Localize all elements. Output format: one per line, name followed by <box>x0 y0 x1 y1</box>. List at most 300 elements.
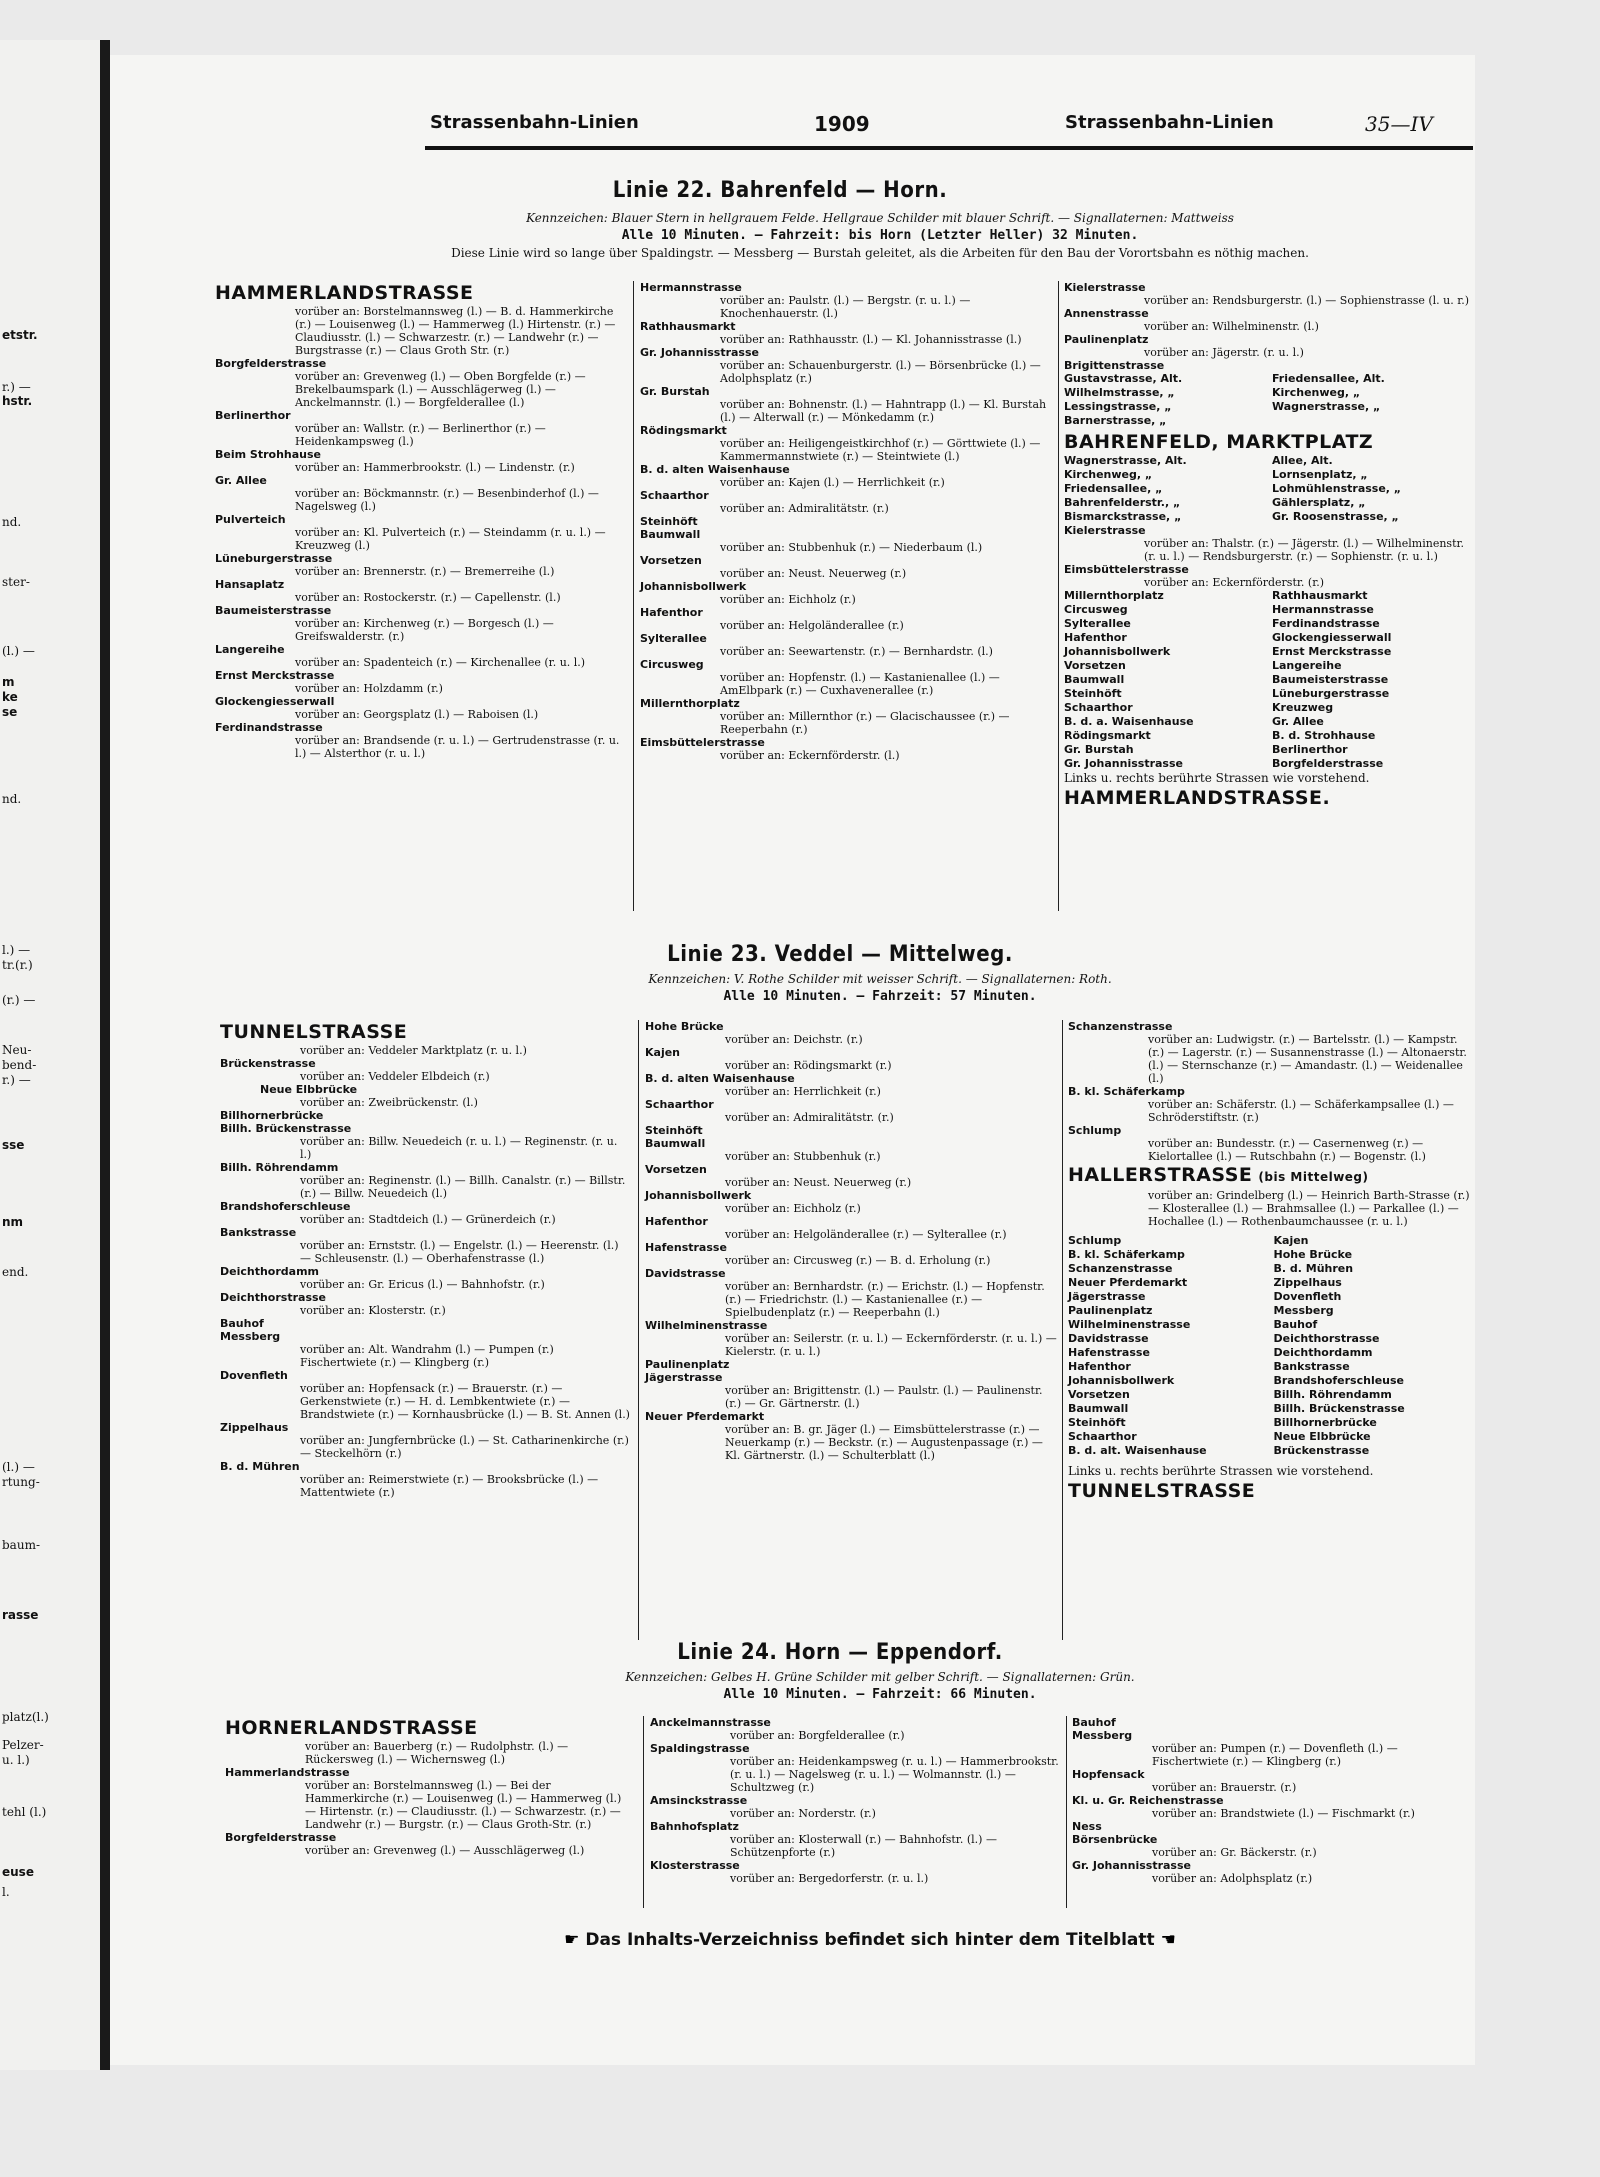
grid-stop: Hafenstrasse <box>1068 1346 1150 1359</box>
grid-stop: Schaarthor <box>1068 1430 1137 1443</box>
grid-stop: Ferdinandstrasse <box>1272 617 1380 630</box>
grid-stop: Baumeisterstrasse <box>1272 673 1389 686</box>
adjacent-page-strip <box>0 40 100 2070</box>
passing-streets: vorüber an: Reimerstwiete (r.) — Brooksbrücke (l.) — Mattentwiete (r.) <box>300 1473 599 1499</box>
linie22-end: HAMMERLANDSTRASSE. <box>1064 787 1331 809</box>
stop-name: Bankstrasse <box>220 1226 297 1239</box>
header-rule <box>425 146 1473 150</box>
adjacent-page-fragment: l.) — <box>2 943 31 957</box>
stop-name: Hammerlandstrasse <box>225 1766 350 1779</box>
passing-streets: vorüber an: Borgfelderallee (r.) <box>730 1729 905 1742</box>
linie23-takt: Alle 10 Minuten. — Fahrzeit: 57 Minuten. <box>723 989 1037 1004</box>
grid-stop: Friedensallee, Alt. <box>1272 372 1385 385</box>
passing-streets: vorüber an: Borstelmannsweg (l.) — B. d. Hammerkirche (r.) — Louisenweg (l.) — Hammerweg (l.) Hirtenstr. (r.) — Claudiusstr. (l.) — Schwarzestr. (r.) — Landwehr (r.) — Burgstrasse (r.) — Claus Groth Str. (r.) <box>295 305 616 357</box>
grid-stop: Paulinenplatz <box>1068 1304 1153 1317</box>
stop-name: Eimsbüttelerstrasse <box>640 736 765 749</box>
grid-stop: B. d. Strohhause <box>1272 729 1376 742</box>
grid-stop: Bahrenfelderstr., „ <box>1064 496 1181 509</box>
passing-streets: vorüber an: Brandsende (r. u. l.) — Gertrudenstrasse (r. u. l.) — Alsterthor (r. u. l.) <box>295 734 620 760</box>
linie24-title: Linie 24. Horn — Eppendorf. <box>677 1640 1003 1665</box>
stop-name: Davidstrasse <box>645 1267 726 1280</box>
passing-streets: vorüber an: Helgoländerallee (r.) <box>720 619 904 632</box>
running-header <box>430 108 1475 138</box>
grid-stops <box>1068 1234 1473 1458</box>
footer-text: Das Inhalts-Verzeichniss befindet sich hinter dem Titelblatt <box>585 1930 1155 1950</box>
passing-streets: vorüber an: Eckernförderstr. (l.) <box>720 749 900 762</box>
grid-stop: Circusweg <box>1064 603 1128 616</box>
grid-stop: Hohe Brücke <box>1273 1248 1353 1261</box>
grid-stop: Jägerstrasse <box>1068 1290 1146 1303</box>
stop-name: Paulinenplatz <box>1064 333 1149 346</box>
stop-name: Amsinckstrasse <box>650 1794 748 1807</box>
column-divider <box>643 1716 644 1908</box>
stop-name: Billh. Röhrendamm <box>220 1161 339 1174</box>
linie22-col1 <box>215 281 625 760</box>
stop-name: Hermannstrasse <box>640 281 742 294</box>
grid-stop: Kajen <box>1273 1234 1309 1247</box>
stop-name: Baumwall <box>645 1137 706 1150</box>
passing-streets: vorüber an: Veddeler Elbdeich (r.) <box>300 1070 490 1083</box>
grid-stop: Lessingstrasse, „ <box>1064 400 1172 413</box>
grid-stop: Kirchenweg, „ <box>1064 468 1153 481</box>
adjacent-page-fragment: Neu- <box>2 1043 32 1057</box>
binding-gutter <box>100 40 110 2070</box>
passing-streets: vorüber an: Seilerstr. (r. u. l.) — Eckernförderstr. (r. u. l.) — Kielerstr. (r. u. l.) <box>725 1332 1057 1358</box>
passing-streets: vorüber an: Hopfenstr. (l.) — Kastanienallee (l.) — AmElbpark (r.) — Cuxhavenerallee (r.) <box>720 671 1000 697</box>
passing-streets: vorüber an: Ernststr. (l.) — Engelstr. (l.) — Heerenstr. (l.) — Schleusenstr. (l.) — Oberhafenstrasse (l.) <box>300 1239 619 1265</box>
grid-stop: Gr. Roosenstrasse, „ <box>1272 510 1399 523</box>
passing-streets: vorüber an: B. gr. Jäger (l.) — Eimsbüttelerstrasse (r.) — Neuerkamp (r.) — Beckstr. (r.) — Augustenpassage (r.) — Kl. Gärtnerstr. (l.) — Schulterblatt (l.) <box>725 1423 1043 1462</box>
grid-stop: Bauhof <box>1273 1318 1318 1331</box>
linie24-takt: Alle 10 Minuten. — Fahrzeit: 66 Minuten. <box>723 1687 1037 1702</box>
adjacent-page-fragment: ke <box>2 690 18 704</box>
stop-name: Börsenbrücke <box>1072 1833 1158 1846</box>
passing-streets: vorüber an: Herrlichkeit (r.) <box>725 1085 881 1098</box>
passing-streets: vorüber an: Kl. Pulverteich (r.) — Steindamm (r. u. l.) — Kreuzweg (l.) <box>295 526 606 552</box>
grid-stop: Gählersplatz, „ <box>1272 496 1366 509</box>
passing-streets: vorüber an: Jungfernbrücke (l.) — St. Catharinenkirche (r.) — Steckelhörn (r.) <box>300 1434 629 1460</box>
stop-name: Schanzenstrasse <box>1068 1020 1173 1033</box>
stop-name: Ferdinandstrasse <box>215 721 323 734</box>
stop-name: Circusweg <box>640 658 704 671</box>
grid-stop <box>1272 414 1474 428</box>
grid-stop: Neue Elbbrücke <box>1273 1430 1371 1443</box>
passing-streets: vorüber an: Brennerstr. (r.) — Bremerreihe (l.) <box>295 565 555 578</box>
stop-name: Jägerstrasse <box>645 1371 723 1384</box>
linie24-kennzeichen: Kennzeichen: Gelbes H. Grüne Schilder mit gelber Schrift. — Signallaternen: Grün. <box>625 1670 1135 1684</box>
stop-name: Zippelhaus <box>220 1421 289 1434</box>
passing-streets: vorüber an: Grevenweg (l.) — Ausschlägerweg (l.) <box>305 1844 585 1857</box>
stop-name: Spaldingstrasse <box>650 1742 750 1755</box>
passing-streets: vorüber an: Seewartenstr. (r.) — Bernhardstr. (l.) <box>720 645 993 658</box>
stop-name: Johannisbollwerk <box>640 580 747 593</box>
grid-stop: B. d. alt. Waisenhause <box>1068 1444 1207 1457</box>
terminus-note: (bis Mittelweg) <box>1258 1170 1369 1184</box>
stop-name: Wilhelminenstrasse <box>645 1319 768 1332</box>
stop-name: Baumwall <box>640 528 701 541</box>
passing-streets: vorüber an: Borstelmannsweg (l.) — Bei der Hammerkirche (r.) — Louisenweg (l.) — Hammerweg (l.) — Hirtenstr. (r.) — Claudiusstr. (l.) — Schwarzestr. (r.) — Landwehr (r.) — Burgstr. (r.) — Claus Groth-Str. (r.) <box>305 1779 622 1831</box>
stop-name: Millernthorplatz <box>640 697 740 710</box>
grid-stop: Friedensallee, „ <box>1064 482 1163 495</box>
terminus-heading <box>220 1020 630 1044</box>
stop-name: Vorsetzen <box>640 554 702 567</box>
stop-name: Lüneburgerstrasse <box>215 552 333 565</box>
linie23-col2 <box>645 1020 1057 1462</box>
stop-name: Hafenstrasse <box>645 1241 727 1254</box>
passing-streets: vorüber an: Billw. Neuedeich (r. u. l.) — Reginenstr. (r. u. l.) <box>300 1135 618 1161</box>
stop-name: Paulinenplatz <box>645 1358 730 1371</box>
passing-streets: vorüber an: Reginenstr. (l.) — Billh. Canalstr. (r.) — Billstr. (r.) — Billw. Neuedeich (l.) <box>300 1174 626 1200</box>
grid-stop: Johannisbollwerk <box>1064 645 1171 658</box>
grid-stop: Sylterallee <box>1064 617 1131 630</box>
passing-streets: vorüber an: Alt. Wandrahm (l.) — Pumpen (r.) Fischertwiete (r.) — Klingberg (r.) <box>300 1343 554 1369</box>
grid-stop: Lornsenplatz, „ <box>1272 468 1368 481</box>
adjacent-page-fragment: (r.) — <box>2 993 36 1007</box>
linie22-hinweis: Diese Linie wird so lange über Spaldingstr. — Messberg — Burstah geleitet, als die Arbeiten für den Bau der Vorortsbahn es nöthig machen. <box>451 246 1309 260</box>
linie23-note: Links u. rechts berührte Strassen wie vorstehend. <box>1068 1464 1374 1478</box>
stop-name: B. d. Mühren <box>220 1460 300 1473</box>
stop-name: Steinhöft <box>645 1124 703 1137</box>
stop-name: Steinhöft <box>640 515 698 528</box>
grid-stop: Gr. Burstah <box>1064 743 1134 756</box>
passing-streets: vorüber an: Heidenkampsweg (r. u. l.) — Hammerbrookstr. (r. u. l.) — Nagelsweg (r. u. l.) — Wolmannstr. (l.) — Schultzweg (r.) <box>730 1755 1059 1794</box>
adjacent-page-fragment: tr.(r.) <box>2 958 33 972</box>
adjacent-page-fragment: (l.) — <box>2 1460 35 1474</box>
column-divider <box>633 281 634 911</box>
terminus-heading <box>1068 1163 1473 1189</box>
linie23-kennzeichen: Kennzeichen: V. Rothe Schilder mit weisser Schrift. — Signallaternen: Roth. <box>648 972 1112 986</box>
grid-stop: Borgfelderstrasse <box>1272 757 1384 770</box>
adjacent-page-fragment: r.) — <box>2 1073 31 1087</box>
grid-stop: Baumwall <box>1064 673 1125 686</box>
adjacent-page-fragment: etstr. <box>2 328 38 342</box>
grid-stop: Gr. Johannisstrasse <box>1064 757 1183 770</box>
stop-name: Borgfelderstrasse <box>215 357 327 370</box>
grid-stop: Steinhöft <box>1064 687 1122 700</box>
grid-stop: Billh. Röhrendamm <box>1273 1388 1392 1401</box>
linie22-takt: Alle 10 Minuten. — Fahrzeit: bis Horn (Letzter Heller) 32 Minuten. <box>621 228 1139 243</box>
passing-streets: vorüber an: Rostockerstr. (r.) — Capellenstr. (l.) <box>295 591 561 604</box>
stop-name: Rödingsmarkt <box>640 424 727 437</box>
stop-name: Dovenfleth <box>220 1369 288 1382</box>
passing-streets: vorüber an: Admiralitätstr. (r.) <box>725 1111 894 1124</box>
passing-streets: vorüber an: Kirchenweg (r.) — Borgesch (l.) — Greifswalderstr. (r.) <box>295 617 554 643</box>
grid-stop: Lüneburgerstrasse <box>1272 687 1390 700</box>
column-divider <box>1058 281 1059 911</box>
passing-streets: vorüber an: Bernhardstr. (r.) — Erichstr. (l.) — Hopfenstr. (r.) — Friedrichstr. (l.) — Kastanienallee (r.) — Spielbudenplatz (r.) — Reeperbahn (l.) <box>725 1280 1045 1319</box>
grid-stop: Hafenthor <box>1064 631 1127 644</box>
passing-streets: vorüber an: Gr. Ericus (l.) — Bahnhofstr. (r.) <box>300 1278 545 1291</box>
passing-streets: vorüber an: Helgoländerallee (r.) — Sylterallee (r.) <box>725 1228 1007 1241</box>
footer-note <box>470 1930 1270 1950</box>
adjacent-page-fragment: se <box>2 705 18 719</box>
adjacent-page-fragment: l. <box>2 1885 10 1899</box>
stop-name: Brückenstrasse <box>220 1057 316 1070</box>
passing-streets: vorüber an: Kajen (l.) — Herrlichkeit (r.) <box>720 476 945 489</box>
passing-streets: vorüber an: Holzdamm (r.) <box>295 682 443 695</box>
passing-streets: vorüber an: Rathhausstr. (l.) — Kl. Johannisstrasse (l.) <box>720 333 1022 346</box>
adjacent-page-fragment: nd. <box>2 792 22 806</box>
stop-name: Anckelmannstrasse <box>650 1716 771 1729</box>
grid-stop: Brandshoferschleuse <box>1273 1374 1405 1387</box>
passing-streets: vorüber an: Böckmannstr. (r.) — Besenbinderhof (l.) — Nagelsweg (l.) <box>295 487 599 513</box>
grid-stop: Steinhöft <box>1068 1416 1126 1429</box>
passing-streets: vorüber an: Wallstr. (r.) — Berlinerthor (r.) — Heidenkampsweg (l.) <box>295 422 546 448</box>
grid-stop: Vorsetzen <box>1064 659 1126 672</box>
passing-streets: vorüber an: Neust. Neuerweg (r.) <box>725 1176 912 1189</box>
grid-stop: Billh. Brückenstrasse <box>1273 1402 1405 1415</box>
passing-streets: vorüber an: Grevenweg (l.) — Oben Borgfelde (r.) — Brekelbaumspark (l.) — Ausschlägerweg (l.) — Anckelmannstr. (l.) — Borgfelderallee (l.) <box>295 370 586 409</box>
grid-stop: Baumwall <box>1068 1402 1129 1415</box>
stop-name: Gr. Johannisstrasse <box>1072 1859 1191 1872</box>
adjacent-page-fragment: end. <box>2 1265 29 1279</box>
header-left: Strassenbahn-Linien <box>430 112 639 133</box>
passing-streets: vorüber an: Norderstr. (r.) <box>730 1807 876 1820</box>
grid-stops-3 <box>1064 589 1474 771</box>
stop-name: Eimsbüttelerstrasse <box>1064 563 1189 576</box>
pointing-hand-icon: ☛ <box>564 1930 586 1950</box>
stop-name: Schlump <box>1068 1124 1122 1137</box>
grid-stop: Wagnerstrasse, „ <box>1272 400 1381 413</box>
adjacent-page-fragment: nm <box>2 1215 24 1229</box>
grid-stop: Kreuzweg <box>1272 701 1334 714</box>
grid-stop: Millernthorplatz <box>1064 589 1164 602</box>
linie24-col2 <box>650 1716 1062 1885</box>
grid-stop: Barnerstrasse, „ <box>1064 414 1167 427</box>
passing-streets: vorüber an: Gr. Bäckerstr. (r.) <box>1152 1846 1317 1859</box>
stop-name: Brigittenstrasse <box>1064 359 1165 372</box>
stop-name: Pulverteich <box>215 513 286 526</box>
linie23-title: Linie 23. Veddel — Mittelweg. <box>667 942 1013 967</box>
grid-stop: B. kl. Schäferkamp <box>1068 1248 1185 1261</box>
passing-streets: vorüber an: Bergedorferstr. (r. u. l.) <box>730 1872 929 1885</box>
grid-stop: Vorsetzen <box>1068 1388 1130 1401</box>
passing-streets: vorüber an: Brandstwiete (l.) — Fischmarkt (r.) <box>1152 1807 1415 1820</box>
linie22-title: Linie 22. Bahrenfeld — Horn. <box>612 178 948 203</box>
grid-stop: Hermannstrasse <box>1272 603 1374 616</box>
stop-name: Gr. Johannisstrasse <box>640 346 759 359</box>
stop-name: Hafenthor <box>645 1215 708 1228</box>
stop-name: Bahnhofsplatz <box>650 1820 739 1833</box>
header-year: 1909 <box>814 112 870 136</box>
linie24-col1 <box>225 1716 635 1857</box>
passing-streets: vorüber an: Georgsplatz (l.) — Raboisen (l.) <box>295 708 539 721</box>
stop-name: Neue Elbbrücke <box>260 1083 358 1096</box>
stop-name: Schaarthor <box>640 489 709 502</box>
column-divider <box>638 1020 639 1640</box>
passing-streets: vorüber an: Stadtdeich (l.) — Grünerdeich (r.) <box>300 1213 556 1226</box>
stop-name: Hopfensack <box>1072 1768 1145 1781</box>
stop-name: Hansaplatz <box>215 578 285 591</box>
grid-stop: Wilhelminenstrasse <box>1068 1318 1191 1331</box>
grid-stop: Zippelhaus <box>1273 1276 1342 1289</box>
stop-name: B. kl. Schäferkamp <box>1068 1085 1185 1098</box>
grid-stop: Glockengiesserwall <box>1272 631 1392 644</box>
passing-streets: vorüber an: Wilhelminenstr. (l.) <box>1144 320 1319 333</box>
adjacent-page-fragment: ster- <box>2 575 30 589</box>
grid-stops-2 <box>1064 454 1474 524</box>
grid-stop: Billhornerbrücke <box>1273 1416 1377 1429</box>
grid-stop: B. d. Mühren <box>1273 1262 1354 1275</box>
stop-name: Deichthorstrasse <box>220 1291 326 1304</box>
linie23-col1 <box>220 1020 630 1499</box>
grid-stop: Neuer Pferdemarkt <box>1068 1276 1188 1289</box>
stop-name: Gr. Allee <box>215 474 267 487</box>
passing-streets: vorüber an: Eckernförderstr. (r.) <box>1144 576 1325 589</box>
grid-stop: Hafenthor <box>1068 1360 1131 1373</box>
terminus-name: HORNERLANDSTRASSE <box>225 1717 478 1739</box>
stop-name: B. d. alten Waisenhause <box>640 463 790 476</box>
adjacent-page-fragment: baum- <box>2 1538 40 1552</box>
adjacent-page-fragment: m <box>2 675 15 689</box>
adjacent-page-fragment: u. l.) <box>2 1753 30 1767</box>
stop-name: Brandshoferschleuse <box>220 1200 351 1213</box>
stop-name: Beim Strohhause <box>215 448 321 461</box>
adjacent-page-fragment: bend- <box>2 1058 37 1072</box>
stop-name: Kajen <box>645 1046 681 1059</box>
passing-streets: vorüber an: Grindelberg (l.) — Heinrich Barth-Strasse (r.) — Klosterallee (l.) — Brahmsallee (l.) — Parkallee (l.) — Hochallee (l.) — Rothenbaumchaussee (r. u. l.) <box>1148 1189 1470 1228</box>
stop-name: Kielerstrasse <box>1064 281 1146 294</box>
adjacent-page-fragment: tehl (l.) <box>2 1805 47 1819</box>
passing-streets: vorüber an: Rödingsmarkt (r.) <box>725 1059 892 1072</box>
stop-name: Baumeisterstrasse <box>215 604 332 617</box>
grid-stop: Bankstrasse <box>1273 1360 1350 1373</box>
grid-stop: Rathhausmarkt <box>1272 589 1368 602</box>
passing-streets: vorüber an: Admiralitätstr. (r.) <box>720 502 889 515</box>
passing-streets: vorüber an: Zweibrückenstr. (l.) <box>300 1096 478 1109</box>
adjacent-page-fragment: (l.) — <box>2 644 35 658</box>
grid-stop: Schlump <box>1068 1234 1122 1247</box>
adjacent-page-fragment: nd. <box>2 515 22 529</box>
passing-streets: vorüber an: Klosterwall (r.) — Bahnhofstr. (l.) — Schützenpforte (r.) <box>730 1833 997 1859</box>
page-number: 35—IV <box>1365 112 1433 136</box>
stop-name: Kl. u. Gr. Reichenstrasse <box>1072 1794 1224 1807</box>
passing-streets: vorüber an: Brauerstr. (r.) <box>1152 1781 1297 1794</box>
stop-name: Ness <box>1072 1820 1102 1833</box>
linie22-col2 <box>640 281 1052 762</box>
grid-stop: Kirchenweg, „ <box>1272 386 1361 399</box>
passing-streets: vorüber an: Rendsburgerstr. (l.) — Sophienstrasse (l. u. r.) <box>1144 294 1470 307</box>
grid-stop: Deichthordamm <box>1273 1346 1373 1359</box>
grid-stop: Wilhelmstrasse, „ <box>1064 386 1175 399</box>
passing-streets: vorüber an: Hammerbrookstr. (l.) — Lindenstr. (r.) <box>295 461 575 474</box>
grid-stop: Langereihe <box>1272 659 1342 672</box>
passing-streets: vorüber an: Bauerberg (r.) — Rudolphstr. (l.) — Rückersweg (l.) — Wichernsweg (l.) <box>305 1740 569 1766</box>
grid-stop: Johannisbollwerk <box>1068 1374 1175 1387</box>
grid-stop: Schaarthor <box>1064 701 1133 714</box>
grid-stop: Rödingsmarkt <box>1064 729 1151 742</box>
stop-name: Bauhof <box>220 1317 264 1330</box>
adjacent-page-fragment: euse <box>2 1865 34 1879</box>
grid-stop: B. d. a. Waisenhause <box>1064 715 1194 728</box>
grid-stop: Bismarckstrasse, „ <box>1064 510 1182 523</box>
stop-name: Berlinerthor <box>215 409 291 422</box>
grid-stop: Lohmühlenstrasse, „ <box>1272 482 1402 495</box>
adjacent-page-fragment: sse <box>2 1138 25 1152</box>
stop-name: Hafenthor <box>640 606 703 619</box>
passing-streets: vorüber an: Neust. Neuerweg (r.) <box>720 567 907 580</box>
stop-name: Annenstrasse <box>1064 307 1149 320</box>
stop-name: Billh. Brückenstrasse <box>220 1122 352 1135</box>
grid-stop: Brückenstrasse <box>1273 1444 1370 1457</box>
passing-streets: vorüber an: Adolphsplatz (r.) <box>1152 1872 1313 1885</box>
passing-streets: vorüber an: Spadenteich (r.) — Kirchenallee (r. u. l.) <box>295 656 586 669</box>
linie23-col3 <box>1068 1020 1473 1503</box>
adjacent-page-fragment: rtung- <box>2 1475 40 1489</box>
passing-streets: vorüber an: Hopfensack (r.) — Brauerstr. (r.) — Gerkenstwiete (r.) — H. d. Lembkentwiete (r.) — Brandstwiete (r.) — Kornhausbrücke (l.) — B. St. Annen (l.) <box>300 1382 630 1421</box>
header-right: Strassenbahn-Linien <box>1065 112 1274 133</box>
grid-stop: Berlinerthor <box>1272 743 1348 756</box>
grid-stop: Wagnerstrasse, Alt. <box>1064 454 1187 467</box>
stop-name: Messberg <box>220 1330 281 1343</box>
passing-streets: vorüber an: Paulstr. (l.) — Bergstr. (r. u. l.) — Knochenhauerstr. (l.) <box>720 294 971 320</box>
passing-streets: vorüber an: Deichstr. (r.) <box>725 1033 863 1046</box>
adjacent-page-fragment: Pelzer- <box>2 1738 44 1752</box>
stop-name: Kielerstrasse <box>1064 524 1146 537</box>
stop-name: Billhornerbrücke <box>220 1109 324 1122</box>
passing-streets: vorüber an: Bohnenstr. (l.) — Hahntrapp (l.) — Kl. Burstah (l.) — Alterwall (r.) — Mönkedamm (r.) <box>720 398 1047 424</box>
linie22-note: Links u. rechts berührte Strassen wie vorstehend. <box>1064 771 1370 785</box>
stop-name: Klosterstrasse <box>650 1859 740 1872</box>
stop-name: Vorsetzen <box>645 1163 707 1176</box>
column-divider <box>1062 1020 1063 1640</box>
grid-stop: Allee, Alt. <box>1272 454 1333 467</box>
stop-name: B. d. alten Waisenhause <box>645 1072 795 1085</box>
passing-streets: vorüber an: Veddeler Marktplatz (r. u. l.) <box>300 1044 527 1057</box>
linie22-col3 <box>1064 281 1474 810</box>
stop-name: Rathhausmarkt <box>640 320 736 333</box>
adjacent-page-fragment: platz(l.) <box>2 1710 49 1724</box>
stop-name: Neuer Pferdemarkt <box>645 1410 765 1423</box>
stop-name: Messberg <box>1072 1729 1133 1742</box>
stop-name: Glockengiesserwall <box>215 695 335 708</box>
passing-streets: vorüber an: Eichholz (r.) <box>725 1202 861 1215</box>
grid-stop: Schanzenstrasse <box>1068 1262 1173 1275</box>
passing-streets: vorüber an: Eichholz (r.) <box>720 593 856 606</box>
column-divider <box>1066 1716 1067 1908</box>
stop-name: Johannisbollwerk <box>645 1189 752 1202</box>
stop-name: Sylterallee <box>640 632 707 645</box>
grid-stop: Messberg <box>1273 1304 1334 1317</box>
terminus-heading <box>225 1716 635 1740</box>
passing-streets: vorüber an: Pumpen (r.) — Dovenfleth (l.) — Fischertwiete (r.) — Klingberg (r.) <box>1152 1742 1398 1768</box>
terminus-name: HAMMERLANDSTRASSE <box>215 282 474 304</box>
pointing-hand-icon: ☚ <box>1154 1930 1176 1950</box>
adjacent-page-fragment: rasse <box>2 1608 39 1622</box>
adjacent-page-fragment: hstr. <box>2 394 33 408</box>
stop-name: Hohe Brücke <box>645 1020 724 1033</box>
grid-stop: Davidstrasse <box>1068 1332 1149 1345</box>
stop-name: Ernst Merckstrasse <box>215 669 335 682</box>
grid-stop: Dovenfleth <box>1273 1290 1342 1303</box>
grid-stop: Gustavstrasse, Alt. <box>1064 372 1183 385</box>
stop-name: Gr. Burstah <box>640 385 710 398</box>
passing-streets: vorüber an: Jägerstr. (r. u. l.) <box>1144 346 1304 359</box>
passing-streets: vorüber an: Bundesstr. (r.) — Casernenweg (r.) — Kielortallee (l.) — Rutschbahn (r.) — Bogenstr. (l.) <box>1148 1137 1426 1163</box>
passing-streets: vorüber an: Stubbenhuk (r.) — Niederbaum (l.) <box>720 541 983 554</box>
passing-streets: vorüber an: Millernthor (r.) — Glacischaussee (r.) — Reeperbahn (r.) <box>720 710 1010 736</box>
stop-name: Langereihe <box>215 643 285 656</box>
adjacent-page-fragment: r.) — <box>2 380 31 394</box>
passing-streets: vorüber an: Brigittenstr. (l.) — Paulstr. (l.) — Paulinenstr. (r.) — Gr. Gärtnerstr. (l.) <box>725 1384 1043 1410</box>
grid-stop: Deichthorstrasse <box>1273 1332 1380 1345</box>
grid-stop: Ernst Merckstrasse <box>1272 645 1392 658</box>
passing-streets: vorüber an: Thalstr. (r.) — Jägerstr. (l.) — Wilhelminenstr. (r. u. l.) — Rendsburgerstr. (r.) — Sophienstr. (r. u. l.) <box>1144 537 1465 563</box>
terminus-heading <box>215 281 625 305</box>
linie23-end: TUNNELSTRASSE <box>1068 1480 1256 1502</box>
passing-streets: vorüber an: Schauenburgerstr. (l.) — Börsenbrücke (l.) — Adolphsplatz (r.) <box>720 359 1041 385</box>
passing-streets: vorüber an: Schäferstr. (l.) — Schäferkampsallee (l.) — Schröderstiftstr. (r.) <box>1148 1098 1454 1124</box>
